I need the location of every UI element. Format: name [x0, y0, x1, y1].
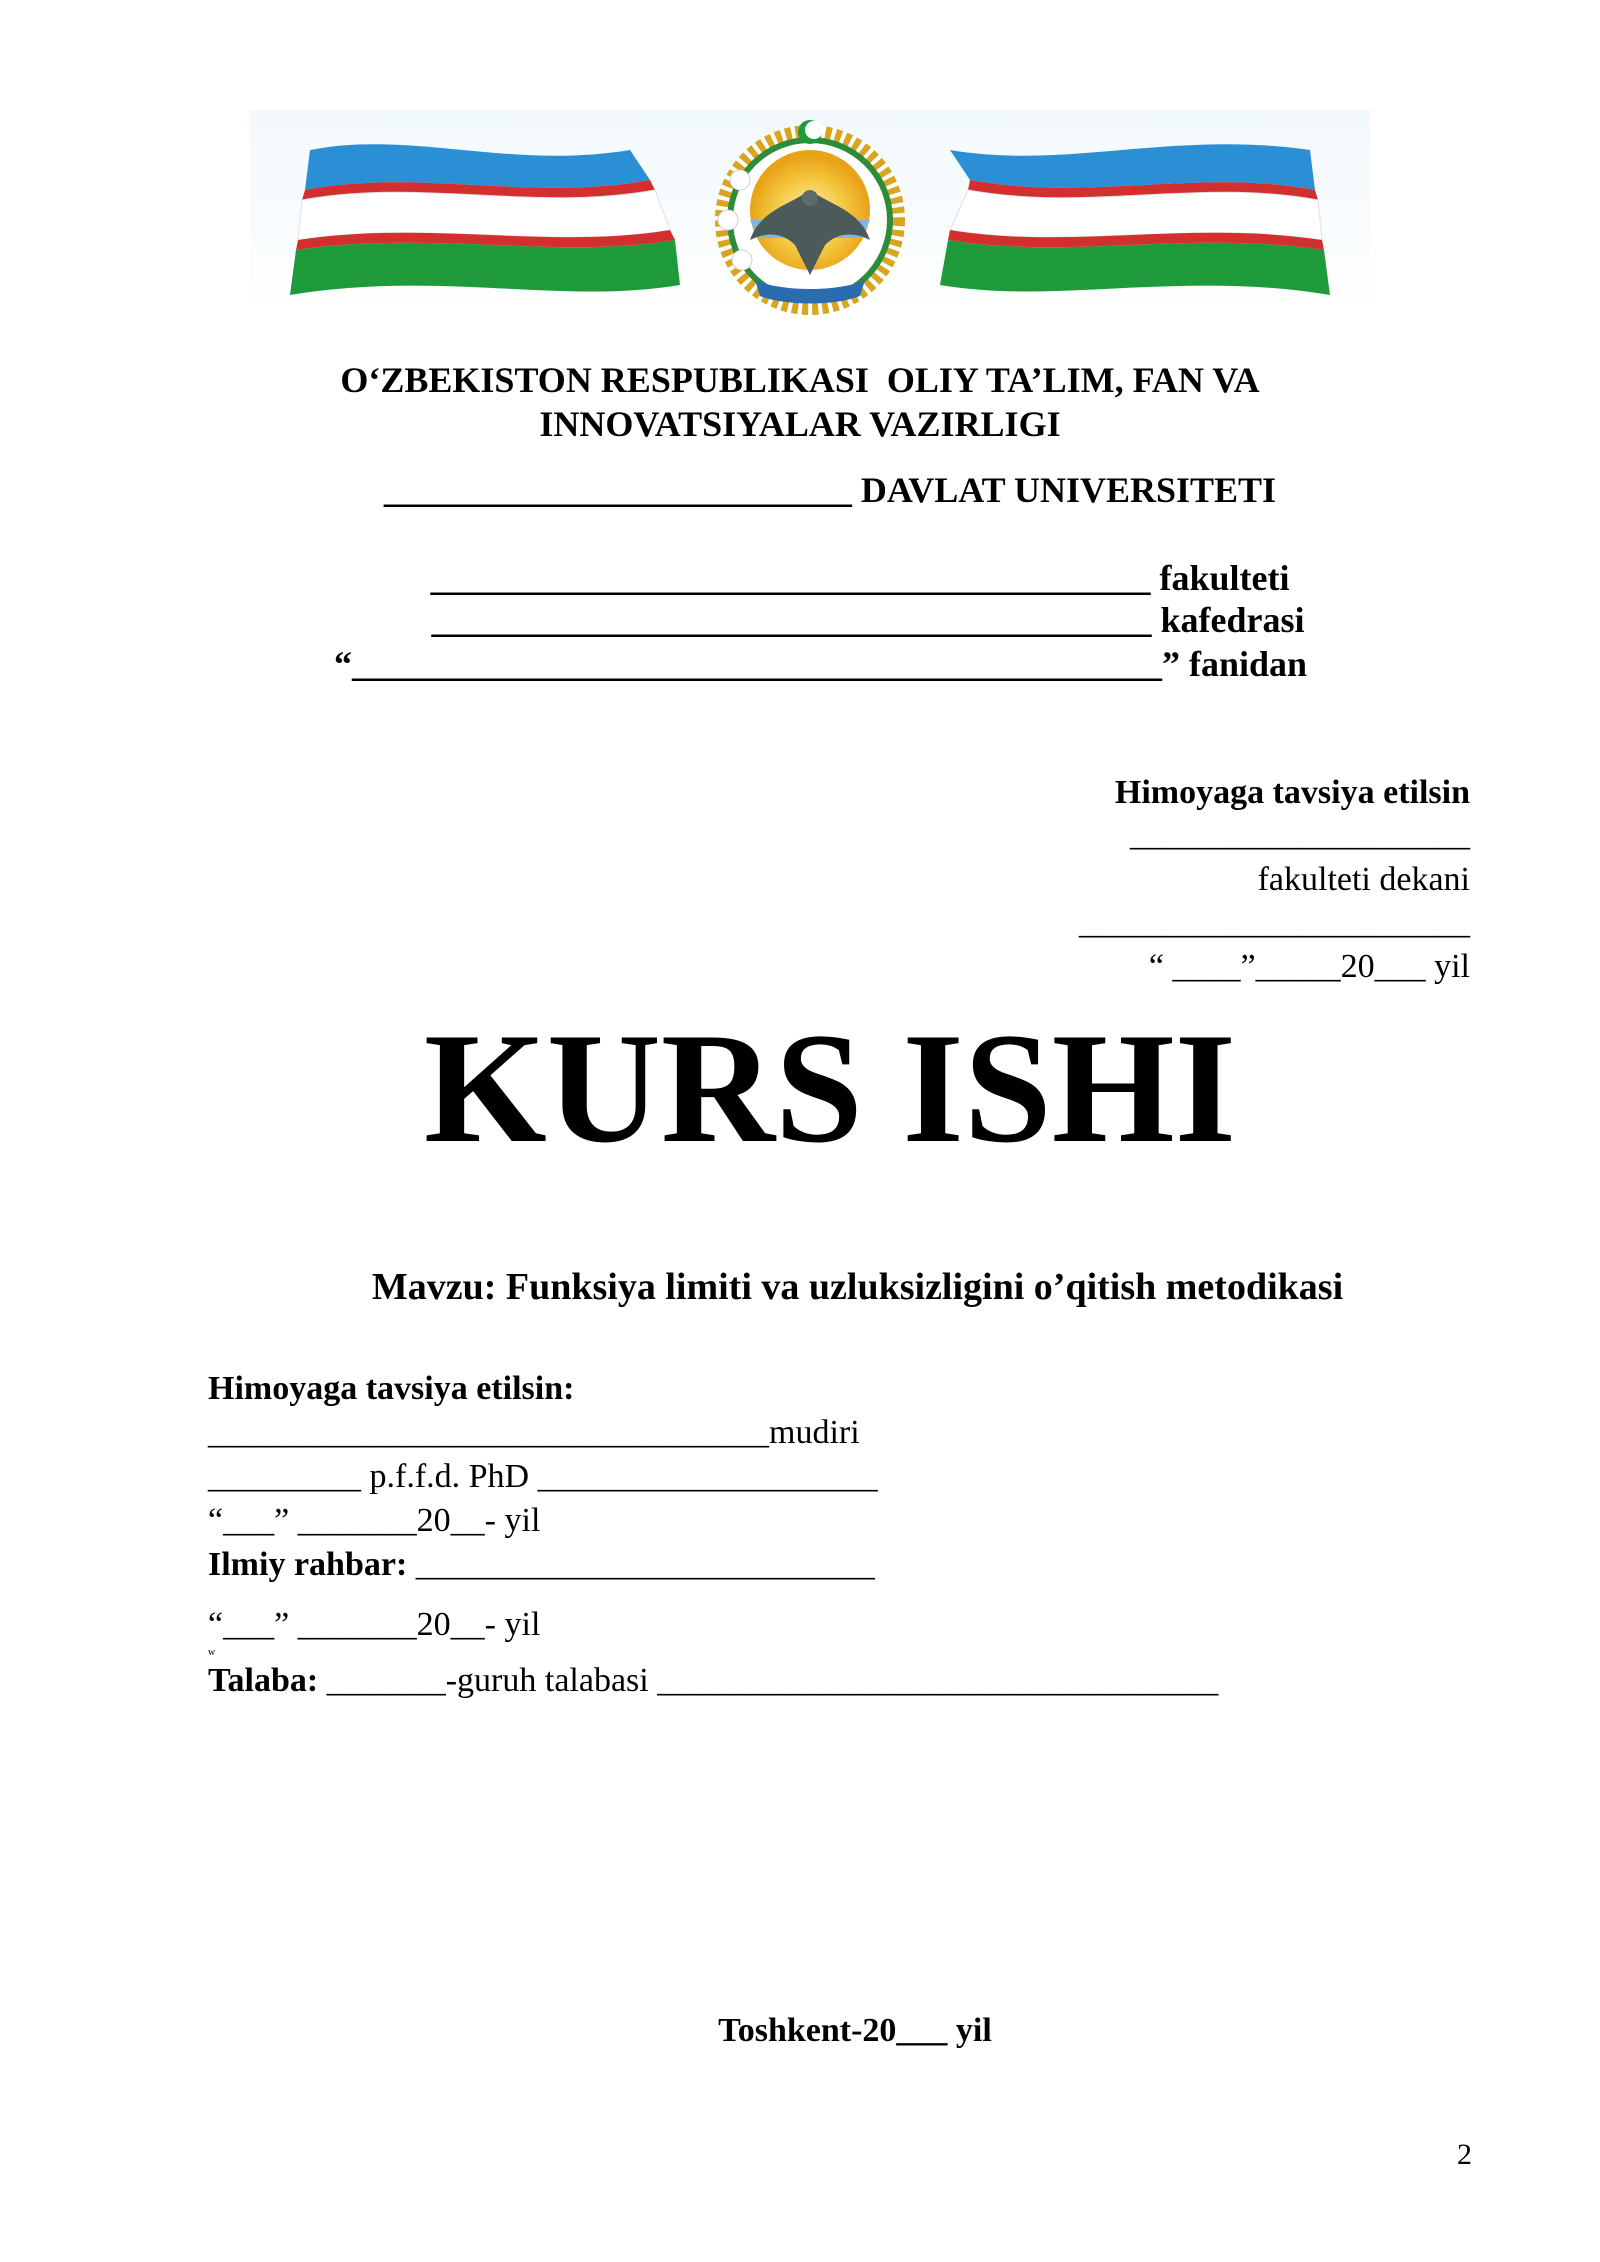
approval-top-heading: Himoyaga tavsiya etilsin [1114, 774, 1470, 811]
student-label: Talaba: [208, 1662, 319, 1699]
faculty-line: ________________________________________ fakulteti [430, 558, 1290, 598]
university-line: __________________________ DAVLAT UNIVERSITETI [383, 470, 1277, 510]
approval-top-date: “ ____”_____20___ yil [1148, 948, 1470, 985]
pfdd-line: _________ p.f.f.d. PhD ____________________ [208, 1458, 878, 1495]
approval-top-signature-line: ____________________ [1130, 816, 1470, 853]
ministry-title-line2: INNOVATSIYALAR VAZIRLIGI [539, 404, 1061, 444]
city-year: Toshkent-20___ yil [718, 2012, 992, 2049]
supervisor-line [208, 1548, 875, 1582]
student-blank: _______-guruh talabasi _________________________________ [318, 1662, 1219, 1699]
supervisor-label: Ilmiy rahbar: [208, 1546, 408, 1583]
document-topic: Mavzu: Funksiya limiti va uzluksizligini o’qitish metodikasi [371, 1266, 1344, 1308]
student-line [208, 1664, 1218, 1698]
head-of-department-line: _________________________________mudiri [208, 1414, 860, 1451]
supervisor-blank: ___________________________ [407, 1546, 875, 1583]
department-line: ________________________________________ kafedrasi [431, 600, 1305, 640]
subject-line: “_____________________________________________” fanidan [334, 644, 1308, 684]
approval-top-dean-label: fakulteti dekani [1257, 861, 1470, 898]
page-number: 2 [1457, 2138, 1472, 2171]
tiny-mark: w [208, 1647, 216, 1658]
approval-bottom-date2: “___” _______20__- yil [208, 1606, 541, 1643]
state-emblem-banner [250, 110, 1370, 320]
approval-top-name-line: _______________________ [1079, 904, 1470, 941]
approval-bottom-date1: “___” _______20__- yil [208, 1502, 541, 1539]
ministry-title-line1: O‘ZBEKISTON RESPUBLIKASI OLIY TA’LIM, FAN VA [340, 360, 1260, 400]
approval-bottom-heading: Himoyaga tavsiya etilsin: [208, 1370, 575, 1407]
document-title: KURS ISHI [423, 1001, 1237, 1176]
